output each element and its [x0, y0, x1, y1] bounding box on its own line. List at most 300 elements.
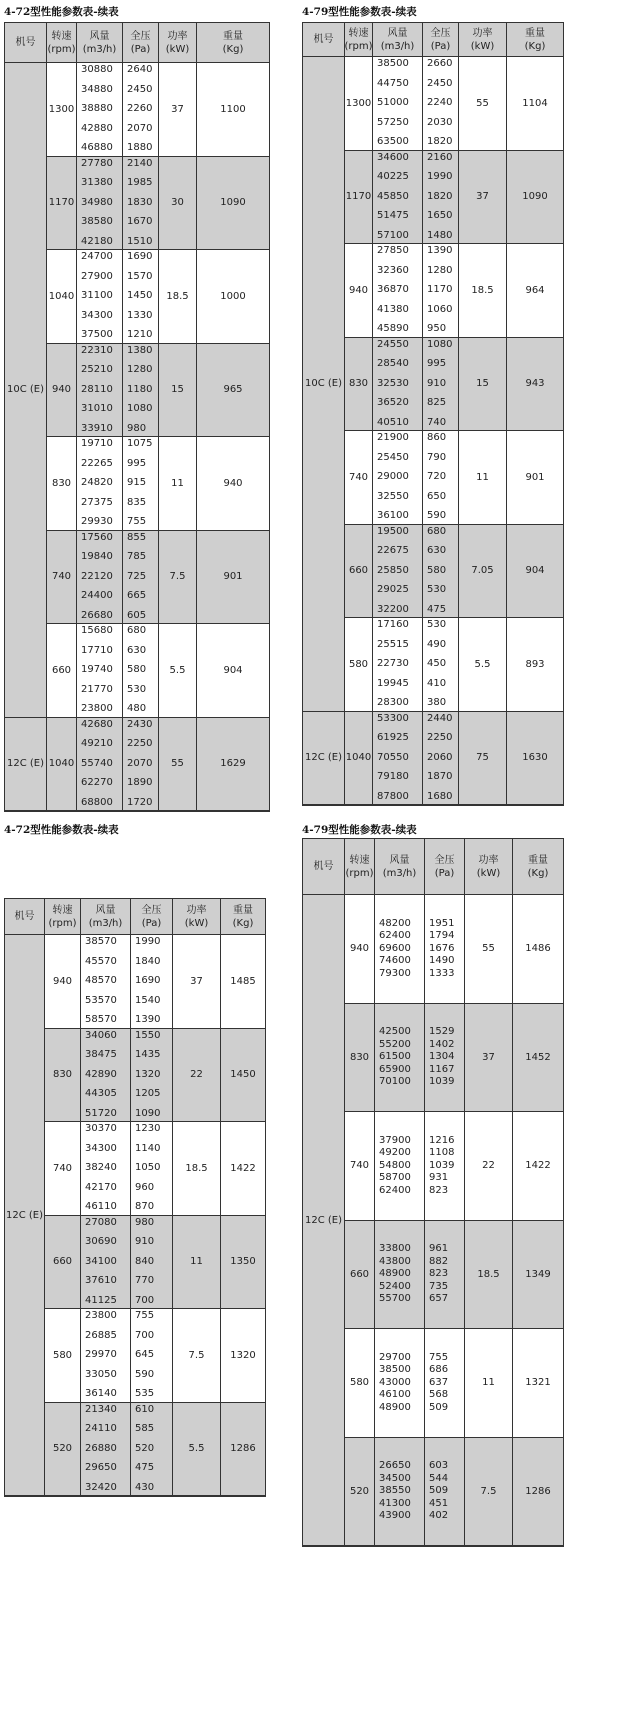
flow-value: 51475	[377, 210, 409, 221]
flow-cell	[81, 1216, 131, 1310]
power-cell: 5.5	[459, 618, 507, 712]
flow-value: 24400	[81, 590, 113, 601]
flow-value: 29700	[379, 1351, 411, 1363]
speed-cell: 1170	[47, 157, 77, 251]
pressure-value: 630	[127, 644, 147, 656]
pressure-cell	[123, 63, 159, 157]
pressure-value: 530	[127, 683, 147, 695]
flow-value: 32360	[377, 264, 409, 276]
flow-value: 61925	[377, 732, 409, 743]
header-pressure-unit: (Pa)	[434, 867, 455, 879]
header-weight-label: 重量	[223, 30, 243, 42]
pressure-value: 1230	[135, 1123, 161, 1134]
pressure-value: 1830	[127, 196, 153, 208]
pressure-value: 680	[427, 525, 447, 537]
power-cell: 30	[159, 157, 197, 251]
flow-value: 38475	[85, 1049, 117, 1060]
flow-value: 44750	[377, 77, 409, 89]
pressure-value: 680	[127, 625, 147, 636]
weight-cell: 1485	[221, 935, 265, 1029]
flow-value: 69600	[379, 942, 411, 954]
pressure-value: 1840	[135, 955, 161, 967]
pressure-value: 1060	[427, 303, 453, 315]
weight-cell: 1422	[221, 1122, 265, 1216]
flow-value: 36520	[377, 397, 409, 408]
pressure-value: 450	[427, 658, 447, 669]
speed-cell: 1040	[345, 712, 373, 806]
header-power	[465, 839, 513, 895]
pressure-cell	[131, 935, 173, 1029]
weight-cell: 1629	[197, 718, 269, 812]
weight-cell: 904	[197, 624, 269, 718]
table-title: 4-79型性能参数表-续表	[302, 824, 417, 836]
speed-cell: 1040	[47, 250, 77, 344]
weight-cell: 893	[507, 618, 563, 712]
flow-value: 28300	[377, 697, 409, 708]
pressure-value: 2060	[427, 751, 453, 763]
model-cell: 10C (E)	[5, 63, 47, 718]
weight-cell: 901	[507, 431, 563, 525]
flow-value: 40510	[377, 416, 409, 428]
pressure-value: 410	[427, 677, 447, 689]
power-cell: 5.5	[159, 624, 197, 718]
pressure-value: 755	[429, 1351, 449, 1363]
pressure-value: 735	[429, 1280, 449, 1292]
pressure-value: 568	[429, 1389, 449, 1400]
flow-value: 36100	[377, 510, 409, 521]
flow-value: 40225	[377, 171, 409, 182]
pressure-value: 544	[429, 1472, 449, 1484]
flow-value: 17560	[81, 531, 113, 543]
header-weight-label: 重量	[525, 27, 545, 39]
flow-value: 21900	[377, 432, 409, 443]
speed-cell: 830	[45, 1029, 81, 1123]
flow-value: 38500	[379, 1364, 411, 1375]
pressure-value: 2260	[127, 103, 153, 114]
header-pressure-label: 全压	[434, 854, 455, 866]
flow-value: 51720	[85, 1107, 117, 1119]
data-table	[302, 22, 564, 806]
flow-value: 31010	[81, 403, 113, 414]
flow-value: 34300	[81, 309, 113, 321]
flow-value: 45850	[377, 190, 409, 202]
speed-cell: 1300	[47, 63, 77, 157]
speed-cell: 660	[47, 624, 77, 718]
pressure-value: 823	[429, 1184, 449, 1196]
header-flow	[81, 899, 131, 935]
pressure-value: 700	[135, 1294, 155, 1306]
flow-value: 33800	[379, 1243, 411, 1254]
speed-cell: 1040	[47, 718, 77, 812]
flow-value: 37500	[81, 329, 113, 340]
flow-value: 61500	[379, 1051, 411, 1062]
flow-value: 24110	[85, 1423, 117, 1434]
pressure-value: 490	[427, 638, 447, 650]
pressure-cell	[423, 525, 459, 619]
weight-cell: 1090	[507, 151, 563, 245]
pressure-value: 1820	[427, 136, 453, 147]
flow-cell	[77, 437, 123, 531]
flow-value: 24550	[377, 338, 409, 350]
pressure-value: 1990	[427, 171, 453, 182]
pressure-value: 755	[135, 1310, 155, 1321]
header-weight-unit: (Kg)	[524, 40, 546, 52]
flow-value: 43800	[379, 1255, 411, 1267]
flow-value: 42890	[85, 1068, 117, 1080]
pressure-cell	[423, 151, 459, 245]
flow-value: 41125	[85, 1294, 117, 1306]
flow-value: 33050	[85, 1368, 117, 1380]
pressure-value: 1650	[427, 210, 453, 221]
pressure-value: 1720	[127, 796, 153, 808]
flow-cell	[77, 157, 123, 251]
flow-cell	[373, 151, 423, 245]
power-cell: 15	[459, 338, 507, 432]
flow-value: 34600	[377, 151, 409, 163]
speed-cell: 940	[345, 895, 375, 1004]
speed-cell: 940	[45, 935, 81, 1029]
pressure-value: 2250	[427, 732, 453, 743]
pressure-value: 1676	[429, 942, 455, 954]
flow-value: 46110	[85, 1201, 117, 1212]
flow-value: 17710	[81, 644, 113, 656]
pressure-value: 1510	[127, 235, 153, 247]
pressure-value: 961	[429, 1243, 449, 1254]
flow-value: 25210	[81, 364, 113, 375]
pressure-cell	[423, 618, 459, 712]
flow-value: 41380	[377, 303, 409, 315]
weight-cell: 940	[197, 437, 269, 531]
model-cell: 10C (E)	[303, 57, 345, 712]
pressure-value: 1794	[429, 930, 455, 941]
pressure-value: 1108	[429, 1147, 455, 1158]
flow-value: 27780	[81, 157, 113, 169]
speed-cell: 660	[345, 1221, 375, 1330]
header-pressure-unit: (Pa)	[141, 917, 162, 929]
pressure-value: 755	[127, 516, 147, 527]
flow-value: 27850	[377, 245, 409, 256]
pressure-value: 580	[427, 564, 447, 576]
weight-cell: 1422	[513, 1112, 563, 1221]
pressure-value: 1550	[135, 1029, 161, 1041]
pressure-value: 1039	[429, 1076, 455, 1087]
flow-value: 53570	[85, 994, 117, 1006]
flow-value: 42500	[379, 1026, 411, 1037]
pressure-value: 590	[135, 1368, 155, 1380]
power-cell: 22	[173, 1029, 221, 1123]
pressure-value: 823	[429, 1268, 449, 1279]
pressure-value: 580	[127, 664, 147, 675]
pressure-value: 1450	[127, 290, 153, 301]
flow-value: 27080	[85, 1216, 117, 1228]
flow-value: 25850	[377, 564, 409, 576]
pressure-value: 740	[427, 416, 447, 428]
pressure-value: 910	[135, 1236, 155, 1247]
header-power-unit: (kW)	[165, 43, 190, 55]
pressure-value: 2660	[427, 58, 453, 69]
power-cell: 37	[465, 1004, 513, 1113]
table-title: 4-79型性能参数表-续表	[302, 6, 417, 18]
flow-cell	[373, 525, 423, 619]
power-cell: 37	[173, 935, 221, 1029]
pressure-value: 657	[429, 1293, 449, 1304]
flow-cell	[77, 624, 123, 718]
header-pressure-label: 全压	[430, 27, 451, 39]
flow-value: 19945	[377, 677, 409, 689]
pressure-value: 2140	[127, 157, 153, 169]
pressure-value: 430	[135, 1481, 155, 1493]
pressure-value: 590	[427, 510, 447, 521]
header-flow-label: 风量	[89, 30, 110, 42]
header-speed-unit: (rpm)	[47, 43, 76, 55]
weight-cell: 943	[507, 338, 563, 432]
header-pressure-label: 全压	[130, 30, 151, 42]
speed-cell: 1170	[345, 151, 373, 245]
flow-value: 70100	[379, 1076, 411, 1087]
flow-value: 32420	[85, 1481, 117, 1493]
flow-cell	[373, 338, 423, 432]
flow-value: 24700	[81, 251, 113, 262]
flow-value: 21340	[85, 1403, 117, 1415]
header-power-unit: (kW)	[476, 867, 501, 879]
flow-cell	[77, 344, 123, 438]
flow-value: 22310	[81, 344, 113, 356]
header-speed-unit: (rpm)	[344, 40, 373, 52]
flow-value: 53300	[377, 712, 409, 724]
flow-value: 42170	[85, 1181, 117, 1193]
flow-cell	[373, 618, 423, 712]
header-weight-unit: (Kg)	[232, 917, 254, 929]
data-table	[302, 838, 564, 1547]
power-cell: 18.5	[159, 250, 197, 344]
flow-value: 27375	[81, 496, 113, 508]
power-cell: 37	[159, 63, 197, 157]
weight-cell: 1486	[513, 895, 563, 1004]
power-cell: 7.5	[173, 1309, 221, 1403]
flow-value: 38880	[81, 103, 113, 114]
header-flow-label: 风量	[389, 854, 410, 866]
header-speed-label: 转速	[51, 30, 72, 42]
pressure-value: 402	[429, 1510, 449, 1521]
header-flow-unit: (m3/h)	[382, 867, 417, 879]
flow-value: 49200	[379, 1147, 411, 1158]
flow-cell	[81, 1309, 131, 1403]
pressure-value: 610	[135, 1403, 155, 1415]
power-cell: 18.5	[465, 1221, 513, 1330]
flow-cell	[81, 1122, 131, 1216]
pressure-value: 1390	[427, 245, 453, 256]
pressure-value: 1540	[135, 994, 161, 1006]
header-weight-unit: (Kg)	[222, 43, 244, 55]
flow-cell	[77, 250, 123, 344]
flow-value: 31380	[81, 177, 113, 188]
weight-cell: 1450	[221, 1029, 265, 1123]
header-weight-unit: (Kg)	[527, 867, 549, 879]
flow-value: 44305	[85, 1088, 117, 1099]
pressure-cell	[131, 1309, 173, 1403]
pressure-value: 2030	[427, 116, 453, 128]
header-speed-unit: (rpm)	[345, 867, 374, 879]
header-model	[5, 23, 47, 63]
pressure-cell	[425, 1112, 465, 1221]
flow-value: 42880	[81, 122, 113, 134]
flow-value: 30690	[85, 1236, 117, 1247]
pressure-value: 1039	[429, 1159, 455, 1171]
pressure-value: 650	[427, 490, 447, 502]
flow-cell	[77, 63, 123, 157]
flow-value: 38240	[85, 1162, 117, 1173]
flow-value: 52400	[379, 1280, 411, 1292]
pressure-value: 1205	[135, 1088, 161, 1099]
speed-cell: 660	[45, 1216, 81, 1310]
header-speed-label: 转速	[348, 27, 369, 39]
pressure-value: 645	[135, 1349, 155, 1360]
pressure-cell	[423, 712, 459, 806]
speed-cell: 520	[45, 1403, 81, 1497]
speed-cell: 660	[345, 525, 373, 619]
pressure-value: 1170	[427, 284, 453, 295]
flow-value: 29025	[377, 584, 409, 595]
header-model-label: 机号	[313, 861, 334, 872]
speed-cell: 830	[47, 437, 77, 531]
pressure-value: 1820	[427, 190, 453, 202]
flow-value: 55200	[379, 1038, 411, 1050]
pressure-cell	[131, 1122, 173, 1216]
flow-value: 79180	[377, 771, 409, 782]
pressure-value: 1490	[429, 955, 455, 966]
pressure-value: 2440	[427, 712, 453, 724]
flow-value: 54800	[379, 1159, 411, 1171]
flow-value: 26885	[85, 1329, 117, 1341]
pressure-value: 1075	[127, 438, 153, 449]
speed-cell: 740	[345, 1112, 375, 1221]
pressure-cell	[425, 1221, 465, 1330]
pressure-cell	[131, 1403, 173, 1497]
pressure-value: 2430	[127, 718, 153, 730]
header-flow-label: 风量	[95, 904, 116, 916]
weight-cell: 1349	[513, 1221, 563, 1330]
flow-value: 62400	[379, 930, 411, 941]
power-cell: 55	[465, 895, 513, 1004]
pressure-value: 910	[427, 377, 447, 389]
flow-cell	[375, 1438, 425, 1547]
flow-value: 58570	[85, 1014, 117, 1025]
pressure-value: 637	[429, 1376, 449, 1388]
pressure-value: 585	[135, 1423, 155, 1434]
model-cell: 12C (E)	[303, 712, 345, 806]
flow-value: 28540	[377, 358, 409, 369]
flow-value: 28110	[81, 383, 113, 395]
flow-value: 55740	[81, 757, 113, 769]
pressure-value: 2250	[127, 738, 153, 749]
header-power	[173, 899, 221, 935]
flow-cell	[375, 1112, 425, 1221]
pressure-value: 1480	[427, 229, 453, 241]
flow-cell	[373, 244, 423, 338]
pressure-value: 1080	[127, 403, 153, 414]
speed-cell: 740	[345, 431, 373, 525]
pressure-value: 1320	[135, 1068, 161, 1080]
pressure-value: 2240	[427, 97, 453, 108]
pressure-value: 1280	[427, 264, 453, 276]
header-power	[159, 23, 197, 63]
flow-value: 34060	[85, 1029, 117, 1041]
header-speed	[47, 23, 77, 63]
data-table	[4, 22, 270, 812]
flow-value: 46880	[81, 142, 113, 153]
power-cell: 18.5	[459, 244, 507, 338]
pressure-value: 530	[427, 584, 447, 595]
flow-cell	[81, 1403, 131, 1497]
flow-value: 42680	[81, 718, 113, 730]
speed-cell: 830	[345, 338, 373, 432]
pressure-value: 1670	[127, 216, 153, 227]
pressure-value: 980	[135, 1216, 155, 1228]
pressure-cell	[123, 531, 159, 625]
pressure-value: 1180	[127, 383, 153, 395]
weight-cell: 964	[507, 244, 563, 338]
pressure-value: 720	[427, 471, 447, 482]
flow-value: 30880	[81, 64, 113, 75]
pressure-value: 725	[127, 570, 147, 582]
header-power	[459, 23, 507, 57]
flow-value: 68800	[81, 796, 113, 808]
pressure-value: 2640	[127, 64, 153, 75]
flow-value: 33910	[81, 422, 113, 434]
pressure-value: 855	[127, 531, 147, 543]
flow-value: 79300	[379, 967, 411, 979]
flow-value: 46100	[379, 1389, 411, 1400]
pressure-value: 603	[429, 1460, 449, 1471]
pressure-value: 1951	[429, 917, 455, 929]
pressure-value: 2070	[127, 122, 153, 134]
pressure-value: 860	[427, 432, 447, 443]
flow-value: 15680	[81, 625, 113, 636]
speed-cell: 940	[345, 244, 373, 338]
power-cell: 7.5	[159, 531, 197, 625]
pressure-cell	[123, 250, 159, 344]
flow-value: 29650	[85, 1462, 117, 1473]
power-cell: 55	[459, 57, 507, 151]
table-title: 4-72型性能参数表-续表	[4, 6, 119, 18]
weight-cell: 1452	[513, 1004, 563, 1113]
header-flow-unit: (m3/h)	[380, 40, 415, 52]
flow-value: 36870	[377, 284, 409, 295]
weight-cell: 1286	[513, 1438, 563, 1547]
weight-cell: 1321	[513, 1329, 563, 1438]
flow-value: 21770	[81, 683, 113, 695]
header-speed-unit: (rpm)	[48, 917, 77, 929]
pressure-value: 1210	[127, 329, 153, 340]
pressure-value: 700	[135, 1329, 155, 1341]
flow-value: 63500	[377, 136, 409, 147]
flow-value: 31100	[81, 290, 113, 301]
flow-value: 70550	[377, 751, 409, 763]
pressure-value: 770	[135, 1275, 155, 1286]
model-cell: 12C (E)	[5, 935, 45, 1496]
pressure-value: 535	[135, 1388, 155, 1399]
flow-value: 23800	[85, 1310, 117, 1321]
pressure-cell	[131, 1216, 173, 1310]
header-flow-label: 风量	[387, 27, 408, 39]
pressure-value: 630	[427, 545, 447, 556]
flow-value: 57100	[377, 229, 409, 241]
power-cell: 75	[459, 712, 507, 806]
pressure-value: 1402	[429, 1038, 455, 1050]
power-cell: 55	[159, 718, 197, 812]
flow-value: 30370	[85, 1123, 117, 1134]
header-flow	[77, 23, 123, 63]
